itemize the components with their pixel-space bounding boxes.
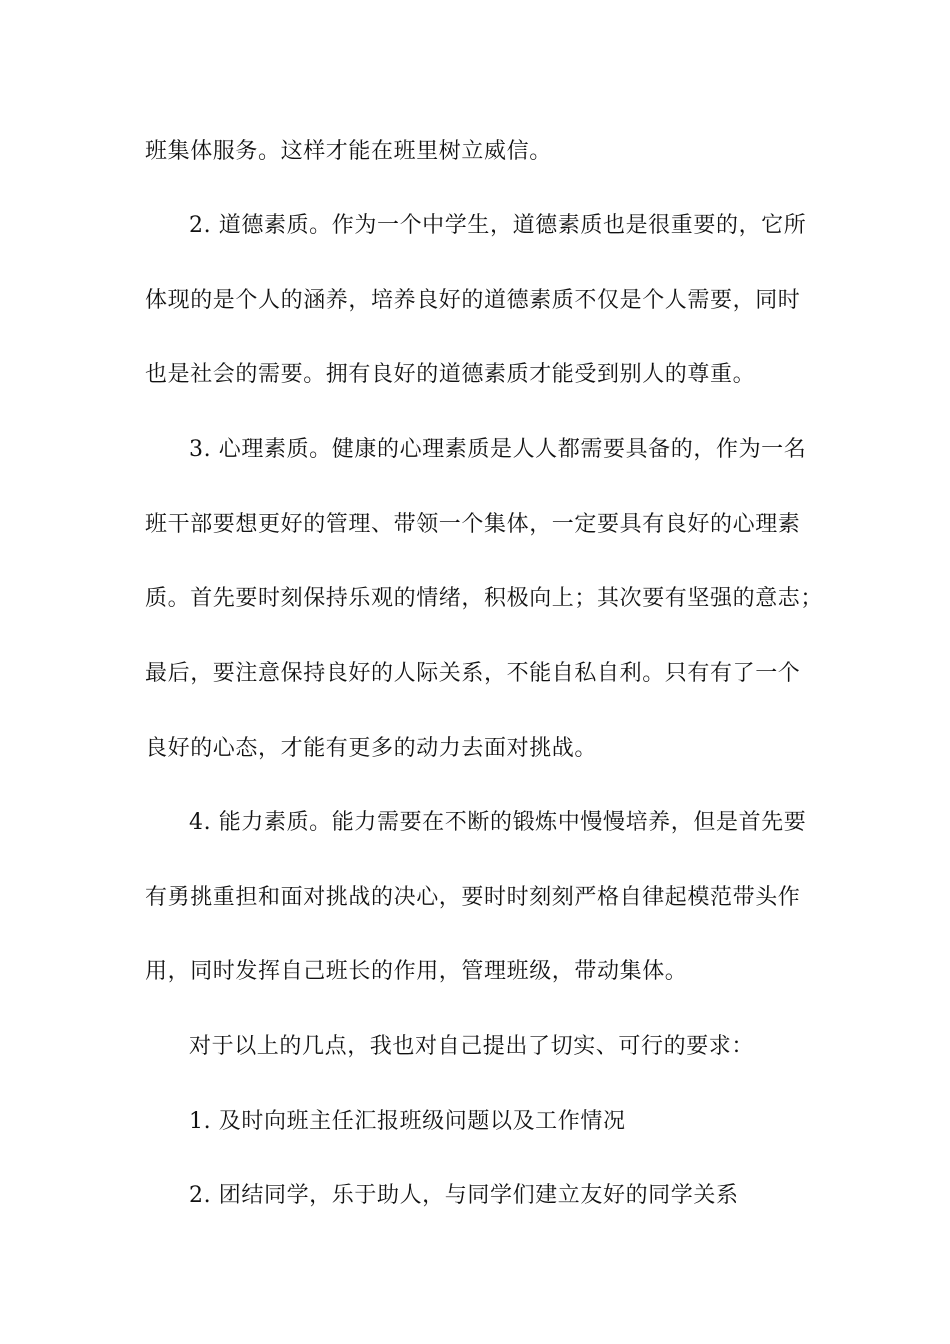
paragraph-line: 4. 能力素质。能力需要在不断的锻炼中慢慢培养，但是首先要 xyxy=(189,810,807,835)
paragraph-line: 对于以上的几点，我也对自己提出了切实、可行的要求： xyxy=(189,1034,755,1059)
paragraph-line: 2. 道德素质。作为一个中学生，道德素质也是很重要的，它所 xyxy=(189,213,807,238)
paragraph-line: 最后，要注意保持良好的人际关系，不能自私自利。只有有了一个 xyxy=(145,661,801,686)
list-item: 1. 及时向班主任汇报班级问题以及工作情况 xyxy=(189,1109,626,1134)
paragraph-line: 班集体服务。这样才能在班里树立威信。 xyxy=(145,139,552,164)
paragraph-line: 体现的是个人的涵养，培养良好的道德素质不仅是个人需要，同时 xyxy=(145,288,801,313)
list-item: 2. 团结同学，乐于助人，与同学们建立友好的同学关系 xyxy=(189,1183,739,1208)
paragraph-line: 良好的心态，才能有更多的动力去面对挑战。 xyxy=(145,736,598,761)
paragraph-line: 质。首先要时刻保持乐观的情绪，积极向上；其次要有坚强的意志； xyxy=(145,586,824,611)
paragraph-line: 班干部要想更好的管理、带领一个集体，一定要具有良好的心理素 xyxy=(145,512,801,537)
paragraph-line: 用，同时发挥自己班长的作用，管理班级，带动集体。 xyxy=(145,959,688,984)
paragraph-line: 有勇挑重担和面对挑战的决心，要时时刻刻严格自律起模范带头作 xyxy=(145,885,801,910)
paragraph-line: 3. 心理素质。健康的心理素质是人人都需要具备的，作为一名 xyxy=(189,437,807,462)
paragraph-line: 也是社会的需要。拥有良好的道德素质才能受到别人的尊重。 xyxy=(145,362,756,387)
